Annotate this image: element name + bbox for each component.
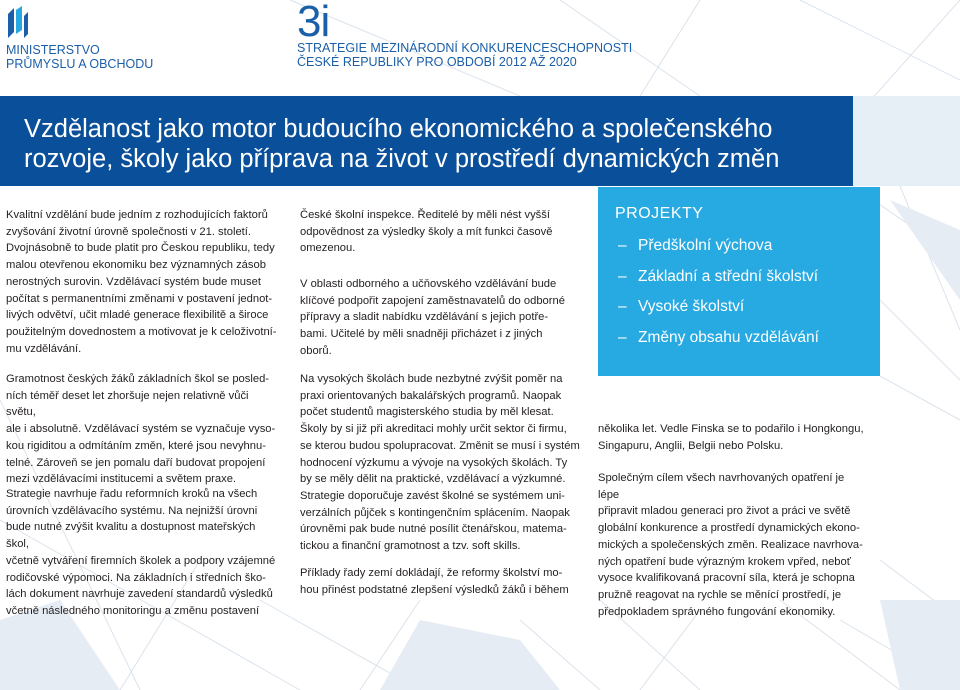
text-line: kou rigiditou a odmítáním změn, které jsou nevyhnu- bbox=[6, 439, 266, 452]
text-line: V oblasti odborného a učňovského vzdělávání bude bbox=[300, 278, 557, 290]
dash-icon: – bbox=[618, 298, 627, 316]
text-line: tickou a finanční gramotnost a tzv. soft skills. bbox=[300, 540, 521, 553]
col1-paragraph-2 bbox=[6, 371, 280, 488]
text-line: včetně následného monitoringu a změnu postavení bbox=[6, 604, 260, 617]
text-line: lách dokument navrhuje zavedení standardů výsledků bbox=[6, 588, 273, 601]
brand-logo: 3i bbox=[297, 0, 330, 46]
dash-icon: – bbox=[618, 237, 627, 254]
text-line: ních téměř deset let zhoršuje nejen relativně vůči světu, bbox=[6, 389, 249, 419]
projects-box bbox=[598, 187, 880, 376]
text-line: ných opatření bude výrazným krokem vpřed, neboť bbox=[598, 555, 851, 568]
ministry-logo-icon bbox=[6, 4, 30, 40]
text-line: ale i absolutně. Vzdělávací systém se vyznačuje vyso- bbox=[6, 423, 276, 436]
text-line: odpovědnost za výsledky školy a mít funkci časově bbox=[300, 225, 553, 238]
text-line: mických a společenských změn. Realizace navrhova- bbox=[598, 538, 863, 551]
text-line: včetně vytváření firemních školek a podpory vzájemné bbox=[6, 554, 276, 567]
text-line: se kterou budou spolupracovat. Změnit se musí i systém bbox=[300, 439, 580, 452]
project-item bbox=[618, 235, 878, 266]
text-line: zvyšování životní úrovně společnosti v 21. století. bbox=[6, 225, 252, 238]
text-line: pružně reagovat na rychle se měnící prostředí, je bbox=[598, 588, 842, 601]
text-line: nerostných surovin. Vzdělávací systém bude muset bbox=[6, 275, 261, 288]
text-line: Singapuru, Anglii, Belgii nebo Polsku. bbox=[598, 439, 784, 452]
text-line: bami. Učitelé by měli snadněji přicházet i z jiných bbox=[300, 328, 543, 341]
text-line: předpokladem správného fungování ekonomiky. bbox=[598, 605, 836, 618]
project-label: Změny obsahu vzdělávání bbox=[638, 329, 819, 347]
strategy-line-1: STRATEGIE MEZINÁRODNÍ KONKURENCESCHOPNOSTI bbox=[297, 41, 633, 55]
text-line: několika let. Vedle Finska se to podařilo i Hongkongu, bbox=[598, 423, 864, 435]
text-line: bude nutné zvýšit kvalitu a dostupnost mateřských škol, bbox=[6, 521, 256, 551]
ministry-line-2: PRŮMYSLU A OBCHODU bbox=[6, 57, 154, 71]
title-line-1: Vzdělanost jako motor budoucího ekonomického a společenského bbox=[24, 115, 773, 143]
text-line: úrovních vzdělávacího systému. Na nejnižší úrovni bbox=[6, 504, 258, 517]
col2-paragraph-2 bbox=[300, 276, 582, 360]
project-item bbox=[618, 266, 878, 297]
strategy-line-2: ČESKÉ REPUBLIKY PRO OBDOBÍ 2012 AŽ 2020 bbox=[297, 55, 577, 69]
strategy-title bbox=[297, 41, 637, 69]
project-item bbox=[618, 296, 878, 327]
text-line: počet studentů magisterského studia by měl klesat. bbox=[300, 406, 554, 419]
text-line: verzálních půjček s kontingenčním splácením. Naopak bbox=[300, 506, 570, 519]
col1-paragraph-3 bbox=[6, 486, 280, 620]
text-line: Strategie doporučuje zavést školné se systémem uni- bbox=[300, 489, 565, 502]
banner-side-panel bbox=[853, 96, 960, 186]
text-line: Školy by si již při akreditaci mohly určit sektor či firmu, bbox=[300, 423, 567, 436]
text-line: by se měly dělit na praktické, vzdělávací a výzkumné. bbox=[300, 473, 566, 486]
text-line: Na vysokých školách bude nezbytné zvýšit poměr na bbox=[300, 373, 563, 385]
project-label: Předškolní výchova bbox=[638, 237, 773, 254]
text-line: hodnocení výzkumu a vývoje na vysokých školách. Ty bbox=[300, 456, 568, 469]
text-line: připravit mladou generaci pro život a práci ve světě bbox=[598, 505, 851, 518]
col2-paragraph-4 bbox=[300, 565, 582, 598]
project-label: Základní a střední školství bbox=[638, 267, 819, 285]
text-line: rodičovské výpomoci. Na základních i středních ško- bbox=[6, 571, 266, 584]
page-title bbox=[24, 114, 844, 174]
text-line: počítat s permanentními změnami v postavení jednot- bbox=[6, 292, 273, 305]
text-line: praxi orientovaných bakalářských programů. Naopak bbox=[300, 389, 562, 402]
text-line: vysoce kvalifikovaná pracovní síla, která je schopna bbox=[598, 572, 855, 585]
text-line: přípravy a sladit nabídku vzdělávání s jejich potře- bbox=[300, 311, 549, 324]
text-line: Strategie navrhuje řadu reformních kroků na všech bbox=[6, 488, 258, 500]
text-line: hou přinést podstatné zlepšení výsledků žáků i během bbox=[300, 583, 569, 596]
project-item bbox=[618, 327, 878, 358]
text-line: použitelným dovednostem a motivovat je k celoživotní- bbox=[6, 325, 277, 338]
text-line: oborů. bbox=[300, 344, 332, 357]
col3-paragraph-1 bbox=[598, 421, 868, 454]
ministry-name bbox=[6, 43, 153, 71]
col2-paragraph-1 bbox=[300, 207, 582, 257]
title-line-2: rozvoje, školy jako příprava na život v prostředí dynamických změn bbox=[24, 145, 780, 173]
text-line: klíčové podpořit zapojení zaměstnavatelů do odborné bbox=[300, 294, 565, 307]
text-line: Kvalitní vzdělání bude jedním z rozhodujících faktorů bbox=[6, 209, 268, 221]
dash-icon: – bbox=[618, 329, 627, 347]
text-line: mezi vzdělávacími institucemi a světem praxe. bbox=[6, 473, 237, 486]
text-line: livých odvětví, učit mladé generace flexibilitě a široce bbox=[6, 309, 269, 322]
text-line: Příklady řady zemí dokládají, že reformy školství mo- bbox=[300, 567, 563, 579]
text-line: omezenou. bbox=[300, 242, 356, 255]
text-line: malou otevřenou ekonomiku bez významných zásob bbox=[6, 259, 266, 272]
text-line: Dvojnásobně to bude platit pro Českou republiku, tedy bbox=[6, 242, 275, 255]
text-line: mu vzdělávání. bbox=[6, 342, 82, 355]
col3-paragraph-2 bbox=[598, 470, 868, 620]
text-line: úrovněmi pak bude nutné posílit čtenářskou, matema- bbox=[300, 523, 567, 536]
col1-paragraph-1 bbox=[6, 207, 280, 357]
strategy-brand bbox=[297, 0, 633, 69]
text-line: telné. Zároveň se jen pomalu daří budovat propojení bbox=[6, 456, 266, 469]
text-line: Společným cílem všech navrhovaných opatření je lépe bbox=[598, 472, 845, 501]
title-banner bbox=[0, 96, 853, 186]
col2-paragraph-3 bbox=[300, 371, 582, 555]
text-line: České školní inspekce. Ředitelé by měli nést vyšší bbox=[300, 209, 550, 221]
text-line: globální konkurence a prostředí dynamických ekono- bbox=[598, 522, 860, 535]
ministry-line-1: MINISTERSTVO bbox=[6, 43, 100, 57]
project-label: Vysoké školství bbox=[638, 298, 745, 316]
projects-title: PROJEKTY bbox=[615, 205, 704, 222]
projects-list bbox=[618, 235, 878, 358]
text-line: Gramotnost českých žáků základních škol se posled- bbox=[6, 373, 270, 385]
dash-icon: – bbox=[618, 267, 627, 285]
